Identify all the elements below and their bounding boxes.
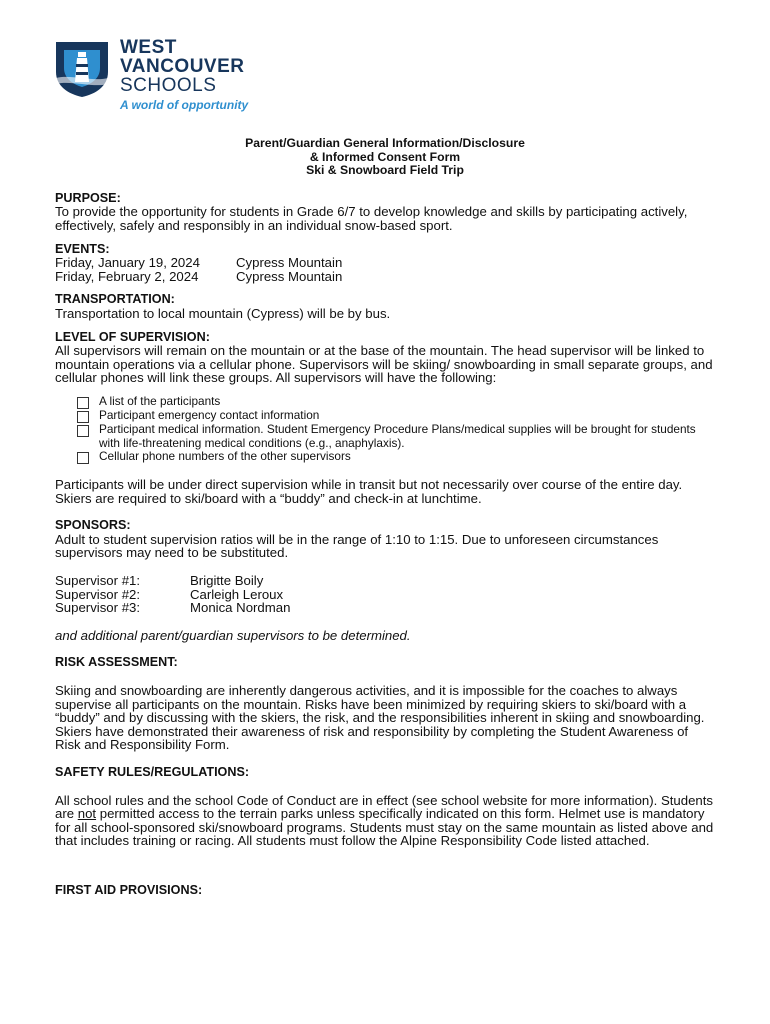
checklist-item [77,409,715,423]
supervisor-role: Supervisor #1: [55,573,141,589]
document-body [55,137,715,898]
transportation-text: Transportation to local mountain (Cypress) will be by bus. [55,305,391,321]
school-logo [52,38,272,114]
transportation-heading: TRANSPORTATION: [55,292,175,307]
logo-tagline: A world of opportunity [120,98,249,112]
sponsors-heading: SPONSORS: [55,518,131,533]
supervision-text: All supervisors will remain on the mountain or at the base of the mountain. The head supervisor will be linked to mountain operations via a cellular phone. Supervisors will be skiing/ snowboarding in small separate groups, and cellular phones will link these groups. All supervisors will have the following: [55,343,713,386]
events-heading: EVENTS: [55,241,110,256]
checkbox-icon [77,397,89,409]
checklist-item [77,423,715,450]
safety-text [55,794,715,848]
event-location: Cypress Mountain [236,268,343,284]
logo-line-2: VANCOUVER [120,56,245,77]
checkbox-icon [77,411,89,423]
supervisor-role: Supervisor #2: [55,586,141,602]
event-row [55,270,715,284]
risk-text: Skiing and snowboarding are inherently dangerous activities, and it is impossible for the coaches to always supervise all participants on the mountain. Risks have been minimized by requiring skiers to ski/board with a “buddy” and by discussing with the skiers, the risk, and the responsibilities inherent in skiing and snowboarding. Skiers have demonstrated their awareness of risk and responsibility by completing the Student Awareness of Risk and Responsibility Form. [55,683,705,753]
logo-line-1: WEST [120,37,177,58]
supervisor-row [55,588,715,602]
supervision-note: Participants will be under direct supervision while in transit but not necessarily over course of the entire day. Skiers are required to ski/board with a “buddy” and check-in at lunchtime. [55,477,683,506]
logo-line-3: SCHOOLS [120,75,217,96]
sponsors-text: Adult to student supervision ratios will be in the range of 1:10 to 1:15. Due to unforeseen circumstances supervisors may need to be substituted. [55,531,659,561]
supervisor-name: Brigitte Boily [190,573,264,589]
risk-heading: RISK ASSESSMENT: [55,655,178,670]
sponsors-note: and additional parent/guardian supervisors to be determined. [55,627,411,643]
supervisor-checklist [55,395,715,464]
supervisor-row [55,601,715,615]
first-aid-heading: FIRST AID PROVISIONS: [55,882,203,897]
supervisor-name: Carleigh Leroux [190,586,284,602]
checklist-item [77,395,715,409]
supervisor-row [55,574,715,588]
event-location: Cypress Mountain [236,255,343,271]
checklist-item [77,450,715,464]
checklist-item-text: Cellular phone numbers of the other supervisors [99,449,351,464]
title-line-2: & Informed Consent Form [309,149,461,164]
safety-text-part: All school rules and the school Code of Conduct are in effect (see school website for more information). Students are [55,792,714,822]
checkbox-icon [77,452,89,464]
lighthouse-shield-icon [52,38,112,98]
checklist-item-text: A list of the participants [99,393,221,408]
safety-heading: SAFETY RULES/REGULATIONS: [55,765,250,779]
event-row [55,256,715,270]
logo-wordmark [120,38,245,95]
supervision-heading: LEVEL OF SUPERVISION: [55,329,210,344]
supervisor-role: Supervisor #3: [55,600,141,616]
checklist-item-text: Participant emergency contact information [99,407,320,422]
purpose-text: To provide the opportunity for students in Grade 6/7 to develop knowledge and skills by participating actively, effectively, safely and responsibly in an individual snow-based sport. [55,204,688,233]
title-line-3: Ski & Snowboard Field Trip [306,163,464,178]
checklist-item-text: Participant medical information. Student Emergency Procedure Plans/medical supplies will be brought for students with life-threatening medical conditions (e.g., anaphylaxis). [99,421,696,450]
purpose-heading: PURPOSE: [55,190,121,205]
safety-text-emphasis: not [77,806,97,822]
supervisor-name: Monica Nordman [190,600,291,616]
title-line-1: Parent/Guardian General Information/Disclosure [245,136,525,150]
safety-text-part: permitted access to the terrain parks unless specifically indicated on this form. Helmet use is mandatory for all school-sponsored ski/snowboard programs. Students must stay on the same mountain as listed above and that includes training or racing. All students must follow the Alpine Responsibility Code listed attached. [55,806,714,849]
event-date: Friday, February 2, 2024 [55,268,199,284]
checkbox-icon [77,425,89,437]
event-date: Friday, January 19, 2024 [55,255,200,271]
